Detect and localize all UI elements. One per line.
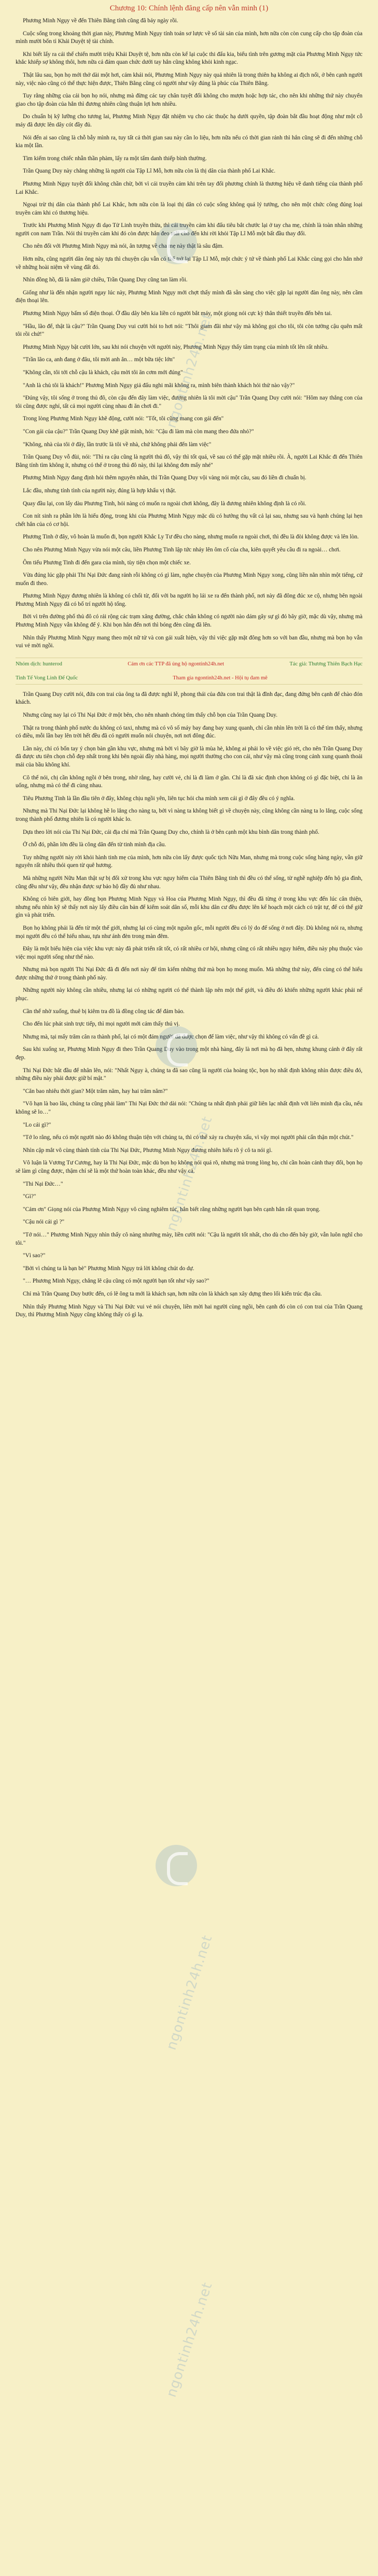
paragraph: Ở chỗ đó, phần lớn đều là công dân đến từ tinh mình địa cầu. [23, 842, 166, 848]
paragraph: Khi biết lấy ra cái thế chiến mười triệu Khải Duyệt tệ, hơn nữa còn kể lại cuộc thi đấu kia, biểu tình trên gương mặt của Phương Minh Ngụy tức khắc khiếp sợ không thôi, hơn nữa cả đám quan chức dưới tay hắn cũng không khỏi kinh ngạc. [16, 51, 362, 66]
paragraph: Tuy những người này rời khỏi hành tinh mẹ của mình, hơn nữa còn lấy được quốc tịch Nữu Man, nhưng mà trong cuộc sống hàng ngày, vẫn giữ nguyên rất nhiều thói quen từ quê hương. [16, 854, 362, 869]
paragraph: "Tớ lo rằng, nếu có một người nào đó không thuận tiện với chúng ta, thì có thể xảy ra chuyện xấu, vì vậy mọi người phải cẩn thận một chút." [23, 1134, 354, 1141]
paragraph: Lắc đầu, nhưng tính tình của người này, đúng là hợp khẩu vị thật. [23, 487, 176, 494]
paragraph: Lần này, chỉ có bốn tay ý chọn bàn gần khu vực, nhưng mà bởi vì bây giờ là mùa hè, không ai phải lo về việc gió rét, cho nên Trần Quang Duy đã được ưu tiên chọn chỗ đẹp nhất trong khi bên ngoài đầy nhà hàng, mọi người thường cho con cái, như vậy mà cũng trong cảnh xung quanh thoải mái của bầu không khí. [16, 745, 362, 768]
paragraph: "Cảm ơn" Giọng nói của Phương Minh Ngụy vô cùng nghiêm túc, hắn biết rằng những người bạn bên cạnh hắn rất quan trọng. [23, 1206, 320, 1213]
paragraph: Mà những người Nữu Man thật sự bị đối xử trong khu vực nguy hiểm của Thiên Bằng tinh thì đều có thể sống, từ nghề nghiệp đến hộ gia đình, cũng đều như vậy, đều nhận được sự bảo hộ đầy đủ như nhau. [16, 875, 362, 890]
paragraph: "Trần lão ca, anh đang ở đâu, tôi mời anh ăn… một bữa tiệc lớn" [23, 357, 175, 363]
paragraph: "Gì?" [23, 1193, 36, 1200]
paragraph: Phương Minh Ngụy về đến Thiên Bằng tính cũng đã bảy ngày rồi. [23, 18, 178, 24]
watermark-text: ngontinh24h.net [163, 2280, 216, 2399]
paragraph: Nhìn cập mắt vô cùng thành tính của Thi Nại Đức, Phương Minh Ngụy đương nhiên hiểu rõ ý cô ta nói gì. [23, 1147, 273, 1154]
paragraph: "Anh là chủ tôi là khách!" Phương Minh Ngụy giả đấu nghi mãi không ra, mình biên thành khách hỏi thử nào vậy?" [23, 382, 295, 389]
paragraph: Cô thể nói, chị cần không ngồi ở bên trong, nhờ rằng, hay cười vẻ, chỉ là đi làm ở gần. Chỉ là đã xác định chọn không có gì đặc biệt, chỉ là ăn uống, nhưng mà có thể đi cùng nhau. [16, 774, 362, 789]
paragraph: Những người này không cần nhiều, nhưng lại có những người có thể thành lập nên một thế giới, và điều đó khiến những người khác phải nể phục. [16, 987, 362, 1002]
paragraph: Cuộc sống trong khoảng thời gian này, Phương Minh Ngụy tính toán sơ lược về số tài sản của mình, hơn nữa còn còn cung cấp cho tập đoàn của mình mười bốn tỉ Khải Duyệt tệ tài chính. [16, 30, 362, 45]
paragraph: Vô luận là Vương Tư Cương, hay là Thi Nại Đức, mặc dù bọn họ không nói quá rõ, nhưng mà trong lòng họ, chỉ cần hoàn cảnh thay đổi, bọn họ sẽ làm gì cũng được, thậm chí sẽ là một thứ hoàn toàn khác, đều như vậy cả. [16, 1160, 362, 1174]
paragraph: Phương Minh Ngụy tuyệt đối không chần chừ, bởi vì cái truyền cảm khi trên tay đối phương chính là thương hiệu về danh tiếng của thành phố Lai Khắc. [16, 180, 362, 195]
paragraph: "Hầu, lão để, thật là cậu?" Trần Quang Duy vui cười hỏi to hơi nói: "Thôi giam đãi như vậy mà không gọi cho tôi, tôi còn tưởng cậu quên mất tôi rồi chứ!" [16, 323, 362, 338]
paragraph: "Bởi vì chúng ta là bạn bè" Phương Minh Ngụy trả lời không chút do dự. [23, 1265, 194, 1272]
watermark-text: ngontinh24h.net [163, 311, 216, 430]
paragraph: Thật ra trong thành phố nước du không có taxi, nhưng mà có vô số máy bay đang bay xung quanh, chỉ cần nhìn lên trời là có thể tìm thấy, nhưng có điều, mỗi lần bay lên trời hết đều đã có người muốn nói chuyện, nơi nơi đông đúc. [16, 724, 362, 739]
bottom-paragraphs [16, 691, 362, 1319]
paragraph: Không có biên giới, hay đồng bọn Phương Minh Ngụy và Hoa của Phương Minh Ngụy, thì đều đã từng ở trong khu vực đến lúc cân thiện, nhưng nếu nhìn kỹ sẽ thấy nơi này lấy điều căn bản để kiểm soát dân số, mỗi khu dân cư đều được lên kế hoạch một cách có trật tự, để có thể giữ gìn và phát triển. [16, 896, 362, 919]
paragraph: Đây là một biểu hiện của việc khu vực này đã phát triển rất tốt, có rất nhiều cơ hội, nhưng cũng có rất nhiều nguy hiểm, điều này phụ thuộc vào việc mọi người sống như thế nào. [16, 946, 362, 960]
paragraph: "Căn bao nhiêu thời gian? Một trăm năm, hay hai trăm năm?" [23, 1088, 168, 1094]
paragraph: "… Phương Minh Ngụy, chẳng lẽ cậu cũng có một người bạn tốt như vậy sao?" [23, 1278, 209, 1285]
paragraph: Nhưng mà, tại mấy trăm cân ra thành phố, lại có một đám người đã được chọn để làm việc, như vậy thì không có vấn đề gì cả. [23, 1033, 319, 1040]
paragraph: Cho đến lúc phát sinh trực tiếp, thì mọi người mới cảm thấy thú vị. [23, 1021, 180, 1028]
paragraph: "Vô hạn là bao lâu, chúng ta cũng phải làm" Thi Nại Đức thở dài nói: "Chúng ta nhất định phải giữ liên lạc nhất định với liên minh địa cầu, nếu không sẽ lo…" [16, 1101, 362, 1115]
paragraph: "Vì sao?" [23, 1253, 46, 1259]
paragraph: Bọn họ không phải là đến từ một thế giới, nhưng lại có cùng một nguồn gốc, mỗi người đều có lý do để sống ở nơi đây. Dù không nói ra, nhưng mọi người đều có thể hiểu nhau, tựa như ánh đèn trong màn đêm. [16, 924, 362, 940]
paragraph: Cho nên Phương Minh Ngụy vừa nói một câu, liền Phương Tinh lập tức nhảy lên ôm cổ của cha, kiên quyết yêu cầu đi ra ngoài… chơi. [23, 546, 341, 553]
paragraph: "Không, nhà của tôi ở đây, lần trước là tôi về nhà, chứ không phải đến làm việc" [23, 441, 212, 448]
paragraph: Sau khi xuống xe, Phương Minh Ngụy đi theo Trần Quang Duy vào trong một nhà hàng, đây là nơi mà họ đã hẹn, nhưng khung cảnh ở đây rất đẹp. [16, 1046, 362, 1061]
footer-divider [16, 658, 362, 670]
paragraph: Cần thể nhờ xuống, thuê bị kiêm tra đồ là đồng công tác để đảm bảo. [23, 1008, 185, 1015]
paragraph: Trước khi Phương Minh Ngụy đi dạo Tử Linh truyền thừa, thì cái truyền cảm khi đấu tiêu bắt chước lại ở tay cha mẹ, chính là toàn nhân những người con nam Trần. Nói thì truyền cảm khi đó còn được hắn đeo mãi cho đến khi rời khỏi Tập Lĩ Mỗ một bất đầu thay đổi. [16, 222, 362, 237]
paragraph: Trần Quang Duy vỗ đùi, nói: "Thì ra cậu cũng là người thủ đô, vậy thì tốt quá, về sau có thể gặp mặt nhiều rồi. À, người Lai Khắc đi đến Thiên Bằng tính tìm không ít, nhưng có thể ở trong thủ đô này, thì lại không đơn mấy nhé" [16, 454, 362, 468]
paragraph: Trần Quang Duy cười nói, đứa con trai của ông ta đã được nghỉ lễ, phong thái của đứa con trai thật là đĩnh đạc, đang đứng bên cạnh để chào đón khách. [16, 691, 362, 706]
paragraph: Ngoại trừ thị dân của thành phố Lai Khắc, hơn nữa còn là loại thị dân có cuộc sống không quá lý tưởng, cho nên một chức công đúng loại truyền cảm khi có thương hiệu. [16, 202, 362, 216]
paragraph: Nhìn thấy Phương Minh Ngụy mang theo một nữ tử và con gái xuất hiện, vậy thì việc gặp mặt đông hơn so với ban đầu, nhưng mà bọn họ vẫn vui vẻ mời ngồi. [16, 634, 362, 649]
paragraph: Trong lòng Phương Minh Ngụy khẽ động, cười nói: "Tốt, tôi cũng mang con gái đến" [23, 416, 224, 422]
paragraph: Nhìn thấy Phương Minh Ngụy và Thi Nại Đức vui vẻ nói chuyện, liền mời hai người cùng ngồi, bên cạnh đó còn có con trai của Trần Quang Duy, thì Phương Minh Ngụy cũng không thấy có gì lạ. [16, 1303, 362, 1318]
paragraph: Tuy rằng những của cải bọn họ nói, nhưng mà đừng các tay chân tuyệt đối không cho mượn hoặc hợp tác, cho nên khi những thứ này chuyển giao cho tập đoàn của hắn thì đương nhiên cũng thuận lợi hơn nhiều. [16, 93, 362, 107]
paragraph: Hơn nữa, cũng người dân ông này tựa thì chuyện cậu vẫn có thể trở lại Tập Lĩ Mỗ, một chức ý tứ về thành phố Lai Khắc cùng gọi cho hắn nhớ về những hoài niệm về vùng đất đó. [16, 256, 362, 271]
paragraph: Vừa đúng lúc gặp phải Thi Nại Đức đang rảnh rỗi không có gì làm, nghe chuyện của Phương Minh Ngụy xong, cũng liền nằn nhìn một tiếng, cứ muốn đi theo. [16, 572, 362, 587]
paragraph: Tiêu Phương Tinh là lần đầu tiên ở đây, không chịu ngồi yên, liên tục hỏi cha mình xem cái gì ở đây đều có ý nghĩa. [23, 795, 295, 802]
paragraph: "Con gái của cậu?" Trần Quang Duy khẽ giật mình, hỏi: "Cậu đi làm mà còn mang theo đứa nhỏ?" [23, 428, 254, 435]
footer-divider-2 [16, 672, 362, 685]
paragraph: Thật lâu sau, bọn họ mới thở dài một hơi, cảm khái nói, Phương Minh Ngụy này quả nhiên là trong thiên hạ không ai địch nổi, ở bên cạnh người này, việc nào cũng có thể thực hiện được, Thiên Bằng cũng có người như vậy đúng là phúc của Thiên Bằng. [16, 72, 362, 87]
paragraph: "Đúng vậy, tôi sống ở trong thủ đô, còn cậu đến đây làm việc, đương nhiên là tôi mời cậu" Trần Quang Duy cười nói: "Hôm nay thắng con của tôi cũng được nghỉ, tất cả mọi người cùng nhau đi ăn chơi đi." [16, 395, 362, 409]
paragraph: "Lo cái gì?" [23, 1121, 51, 1128]
paragraph: Quay đầu lại, con lấy dàu Phương Tinh, hỏi nàng có muốn ra ngoài chơi không, đây là đương nhiên không định là có rồi. [23, 500, 306, 507]
paragraph: Trần Quang Duy này chẳng những là người của Tập Lĩ Mỗ, hơn nữa còn là thị dân của thành phố Lai Khắc. [23, 168, 276, 175]
watermark-text: ngontinh24h.net [163, 1114, 216, 1233]
chapter-title: Chương 10: Chính lệnh đăng cấp nên vẫn minh (1) [109, 4, 269, 12]
paragraph: Phương Minh Ngụy bật cười lớn, sau khi nói chuyện với người này, Phương Minh Ngụy thấy tâm trạng của mình tốt lên rất nhiều. [23, 344, 329, 350]
paragraph: Phương Minh Ngụy đang định hỏi thêm nguyên nhân, thì Trần Quang Duy vội vàng nói một câu, sau đó liền đi chuẩn bị. [23, 475, 306, 481]
paragraph: Tìm kiếm trong chiếc nhẫn thần phàm, lấy ra một tấm danh thiếp bình thường. [23, 155, 207, 162]
paragraph: Con nít sinh ra phần lớn là hiếu động, trong khi của Phương Minh Ngụy mặc dù có hướng thụ vất cả lại sau, nhưng sau và hạnh chúng lại hẹn chết hắn của có cơ hội. [16, 513, 362, 528]
paragraph: Thi Nại Đức bắt đầu để nhân lên, nói: "Nhất Ngụy à, chúng ta đã sao cũng là người của hoàng tộc, bọn họ nhất định không nhìn được điều đó, những điều này phải được giữ bí mật." [16, 1067, 362, 1082]
paragraph: Giống như là đến nhận người ngay lúc này, Phương Minh Ngụy mới chợt thấy mình đã sẵn sàng cho việc gặp lại người đàn ông này, nên cầm điện thoại lên. [16, 289, 362, 304]
paragraph: Nhưng cũng nay lại có Thi Nại Đức ở một bên, cho nên nhanh chóng tìm thấy chỗ bọn của Trần Quang Duy. [23, 712, 278, 719]
top-paragraphs [16, 17, 362, 650]
paragraph: "Cậu nói cái gì ?" [23, 1219, 65, 1226]
paragraph: Nhưng mà bọn người Thi Nại Đức đã đi đến nơi này để tìm kiếm những thứ mà bọn họ mong muốn. Mà những thứ này, đến cùng có thể hiểu được những thứ ở trong thành phố này. [16, 966, 362, 981]
paragraph: Phương Minh Ngụy đương nhiên là không có chối từ, đối với ba người họ lái xe ra đến thành phố, nơi này đã đông đúc xe cộ, nhưng bên ngoài Phương Minh Ngụy đã có bố trí người hộ tống. [16, 593, 362, 607]
thanks-note: Cảm ơn các TTP đã ủng hộ ngontinh24h.net [128, 661, 224, 667]
paragraph: Cho nên đối với Phương Minh Ngụy mà nói, ân tượng về cha mẹ này thật là sâu đậm. [23, 243, 224, 250]
translator-credit: Nhóm dịch: hunterod [16, 661, 62, 667]
paragraph: Bởi vì trên đường phố thủ đô có rải rộng các trạm xăng đường, chắc chắn không có người nào dám gây sự gì đó bây giờ, mặc dù vậy, nhưng mà Phương Minh Ngụy vẫn không để ý. Khi bọn hắn đến nơi thì bóng đèn cũng đã lên. [16, 614, 362, 629]
paragraph: Nhìn đồng hồ, đã là năm giờ chiều, Trần Quang Duy cũng tan làm rồi. [23, 277, 188, 283]
paragraph: Phương Tinh ở đây, vô hoàn là muốn đi, bọn người Khắc Ly Tư đều cho nàng, nhưng muốn ra ngoài chơi, thì đều là đòi không được và lên lòn. [23, 534, 359, 540]
paragraph: "Tớ nói…" Phương Minh Ngụy nhìn thấy cô nàng nhướng mày, liền cười nói: "Cậu là người tốt nhất, cho dù cho đến bây giờ, vẫn luôn nghĩ cho tôi." [16, 1231, 362, 1246]
paragraph: Nói đến ai sao cũng là chỗ bẫy mình ra, tuy tất cả thời gian sau này cần lo liệu, hơn nữa nếu có thời gian rảnh thì hắn cũng sẽ đi đến những chỗ kia một lần. [16, 134, 362, 149]
paragraph: Dựa theo lời nói của Thi Nại Đức, cái địa chỉ mà Trần Quang Duy cho, chính là ở bên cạnh một khu bình dân trong thành phố. [23, 829, 319, 835]
paragraph: Phương Minh Ngụy bấm số điện thoại. Ở đầu dây bên kia liền có người bắt máy, một giọng nói cực kỳ thân thiết truyền đến bên tai. [23, 310, 332, 317]
paragraph: Chỉ mà Trần Quang Duy bước đến, có lẽ ông ta mới là khách sạn, hơn nữa còn là khách sạn xây dựng theo lối kiến trúc địa cầu. [23, 1290, 322, 1297]
book-title: Tinh Tế Vong Linh Đế Quốc [16, 675, 78, 681]
paragraph: Do chuẩn bị kỹ lưỡng cho tương lai, Phương Minh Ngụy đặt nhiệm vụ cho các thuộc hạ dưới quyền, tập đoàn bắt đầu hoạt động như một cỗ máy đã được lên dây cót đầy đủ. [16, 113, 362, 128]
author-credit: Tác giả: Thương Thiên Bạch Hạc [289, 661, 362, 667]
paragraph: "Không cần, tôi tới chỗ cậu là khách, cậu mời tôi ăn cơm mới đúng" [23, 369, 183, 376]
watermark-text: ngontinh24h.net [163, 1933, 216, 2052]
paragraph: Nhưng mà Thi Nại Đức lại không hề lo lắng cho nàng ta, bởi vì nàng ta không biết gì về chuyện này, cũng không cần nàng ta lo lắng, cuộc sống trong thành phố đương nhiên là có người khác lo. [16, 808, 362, 822]
join-note: Tham gia ngontinh24h.net - Hội tụ đam mê [173, 675, 268, 681]
paragraph: Ôm tiểu Phương Tinh đi đến gara của mình, tùy tiện chọn một chiếc xe. [23, 559, 191, 566]
paragraph: "Thi Nại Đức…" [23, 1180, 63, 1187]
